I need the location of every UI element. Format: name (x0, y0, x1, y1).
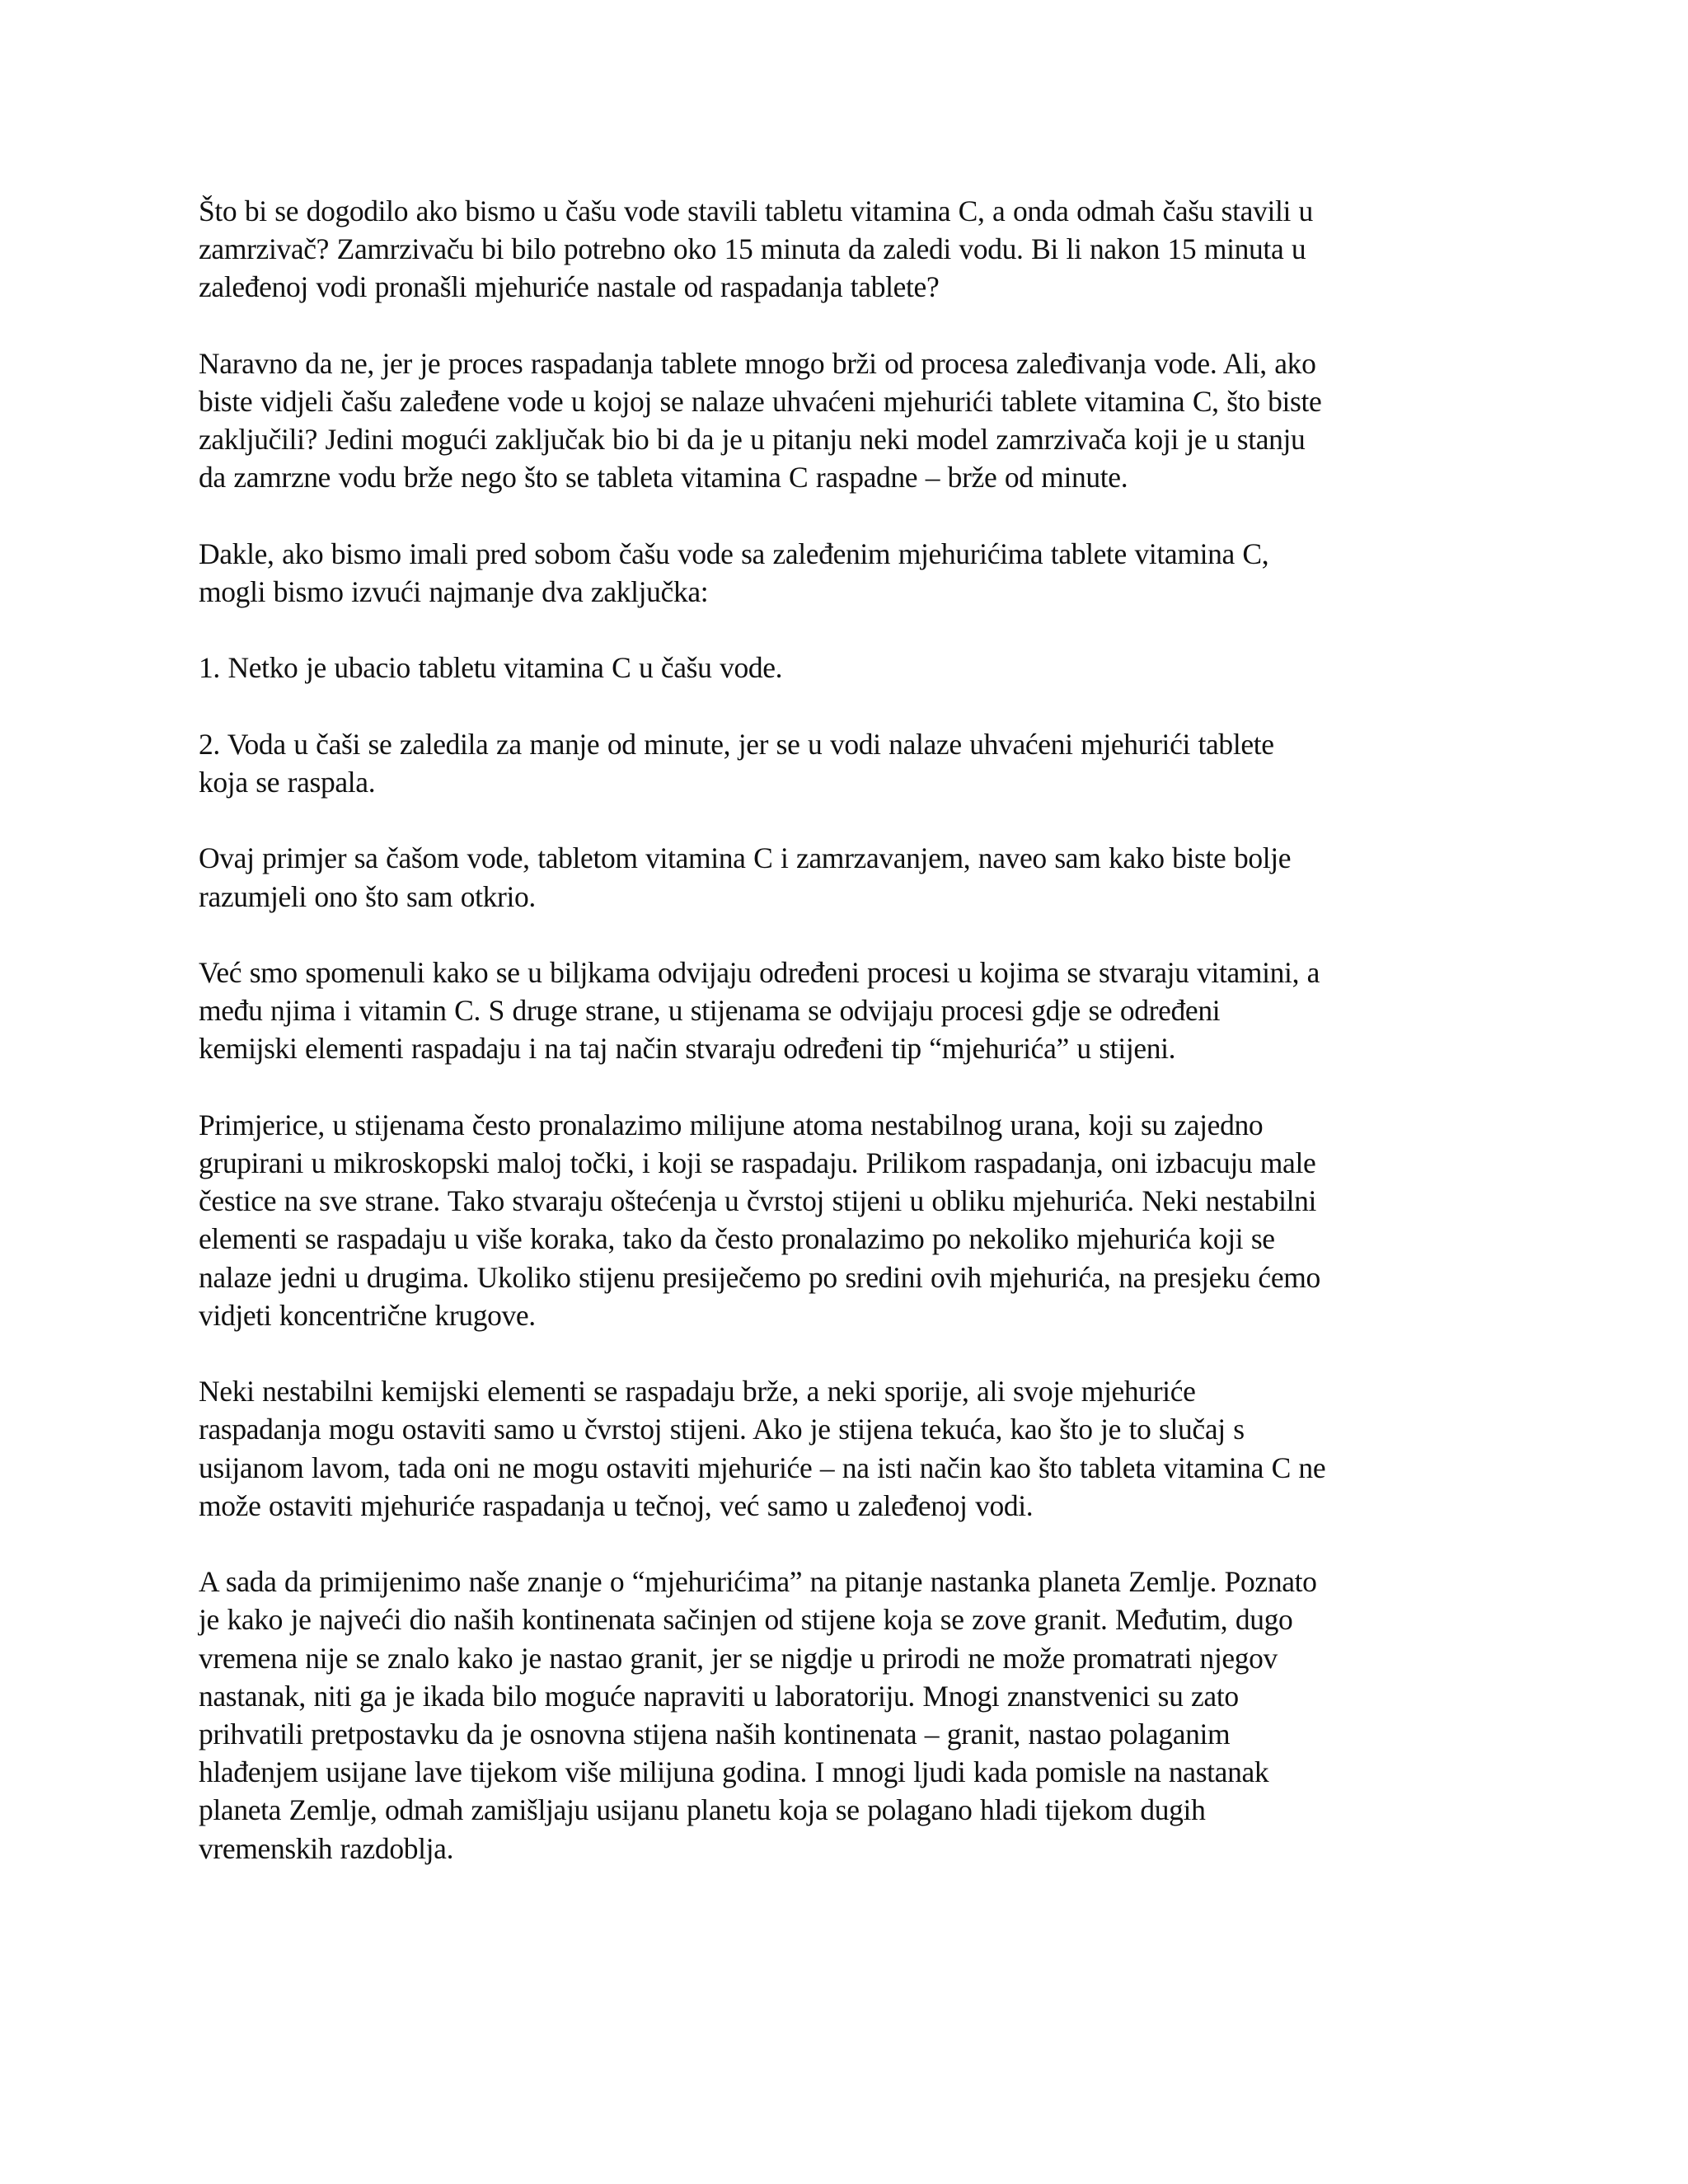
text-line: Što bi se dogodilo ako bismo u čašu vode stavili tabletu vitamina C, a onda odmah čašu stavili u (199, 194, 1313, 227)
paragraph (199, 192, 1484, 307)
paragraph (199, 535, 1484, 611)
text-line: kemijski elementi raspadaju i na taj način stvaraju određeni tip “mjehurića” u stijeni. (199, 1032, 1176, 1066)
text-line: 1. Netko je ubacio tabletu vitamina C u čašu vode. (199, 651, 783, 685)
text-line: grupirani u mikroskopski maloj točki, i koji se raspadaju. Prilikom raspadanja, oni izbacuju male (199, 1146, 1316, 1179)
text-line: Primjerice, u stijenama često pronalazimo milijune atoma nestabilnog urana, koji su zajedno (199, 1108, 1264, 1141)
paragraph (199, 344, 1484, 497)
text-line: vremena nije se znalo kako je nastao granit, jer se nigdje u prirodi ne može promatrati njegov (199, 1641, 1278, 1675)
text-line: Već smo spomenuli kako se u biljkama odvijaju određeni procesi u kojima se stvaraju vitamini, a (199, 955, 1320, 989)
text-line: biste vidjeli čašu zaleđene vode u kojoj se nalaze uhvaćeni mjehurići tablete vitamina C, što biste (199, 385, 1322, 418)
text-line: koja se raspala. (199, 765, 376, 799)
text-line: 2. Voda u čaši se zaledila za manje od minute, jer se u vodi nalaze uhvaćeni mjehurići tablete (199, 727, 1274, 761)
text-line: zaleđenoj vodi pronašli mjehuriće nastale od raspadanja tablete? (199, 270, 940, 304)
text-line: čestice na sve strane. Tako stvaraju oštećenja u čvrstoj stijeni u obliku mjehurića. Neki nestabilni (199, 1184, 1317, 1218)
text-line: Ovaj primjer sa čašom vode, tabletom vitamina C i zamrzavanjem, naveo sam kako biste bolje (199, 841, 1292, 875)
text-line: prihvatili pretpostavku da je osnovna stijena naših kontinenata – granit, nastao polaganim (199, 1717, 1231, 1750)
text-line: da zamrzne vodu brže nego što se tableta vitamina C raspadne – brže od minute. (199, 461, 1128, 494)
paragraph (199, 1106, 1484, 1334)
text-line: Neki nestabilni kemijski elementi se raspadaju brže, a neki sporije, ali svoje mjehuriće (199, 1375, 1196, 1408)
text-line: vidjeti koncentrične krugove. (199, 1298, 536, 1332)
text-line: A sada da primijenimo naše znanje o “mjehurićima” na pitanje nastanka planeta Zemlje. Poznato (199, 1565, 1317, 1599)
text-line: je kako je najveći dio naših kontinenata sačinjen od stijene koja se zove granit. Međutim, dugo (199, 1603, 1293, 1637)
text-line: mogli bismo izvući najmanje dva zaključka: (199, 575, 709, 608)
text-line: nalaze jedni u drugima. Ukoliko stijenu presiječemo po sredini ovih mjehurića, na presjeku ćemo (199, 1260, 1320, 1294)
paragraph (199, 1563, 1484, 1868)
text-line: vremenskih razdoblja. (199, 1831, 454, 1865)
text-line: može ostaviti mjehuriće raspadanja u tečnoj, već samo u zaleđenoj vodi. (199, 1488, 1034, 1522)
text-line: među njima i vitamin C. S druge strane, u stijenama se odvijaju procesi gdje se određeni (199, 994, 1221, 1028)
text-line: nastanak, niti ga je ikada bilo moguće napraviti u laboratoriju. Mnogi znanstvenici su zato (199, 1679, 1239, 1713)
text-line: zamrzivač? Zamrzivaču bi bilo potrebno oko 15 minuta da zaledi vodu. Bi li nakon 15 minuta u (199, 232, 1306, 266)
paragraph (199, 839, 1484, 915)
paragraph (199, 1372, 1484, 1525)
text-line: raspadanja mogu ostaviti samo u čvrstoj stijeni. Ako je stijena tekuća, kao što je to slučaj s (199, 1413, 1245, 1446)
text-line: razumjeli ono što sam otkrio. (199, 879, 536, 913)
text-line: Naravno da ne, jer je proces raspadanja tablete mnogo brži od procesa zaleđivanja vode. Ali, ako (199, 346, 1316, 380)
text-line: usijanom lavom, tada oni ne mogu ostaviti mjehuriće – na isti način kao što tableta vitamina C ne (199, 1451, 1326, 1484)
text-line: elementi se raspadaju u više koraka, tako da često pronalazimo po nekoliko mjehurića koji se (199, 1222, 1275, 1256)
document-body (199, 192, 1484, 1905)
text-line: Dakle, ako bismo imali pred sobom čašu vode sa zaleđenim mjehurićima tablete vitamina C, (199, 537, 1269, 570)
text-line: zaključili? Jedini mogući zaključak bio bi da je u pitanju neki model zamrzivača koji je u stanju (199, 423, 1306, 457)
text-line: hlađenjem usijane lave tijekom više milijuna godina. I mnogi ljudi kada pomisle na nastanak (199, 1755, 1269, 1789)
numbered-item (199, 649, 1484, 687)
numbered-item (199, 725, 1484, 801)
text-line: planeta Zemlje, odmah zamišljaju usijanu planetu koja se polagano hladi tijekom dugih (199, 1793, 1206, 1827)
paragraph (199, 954, 1484, 1068)
